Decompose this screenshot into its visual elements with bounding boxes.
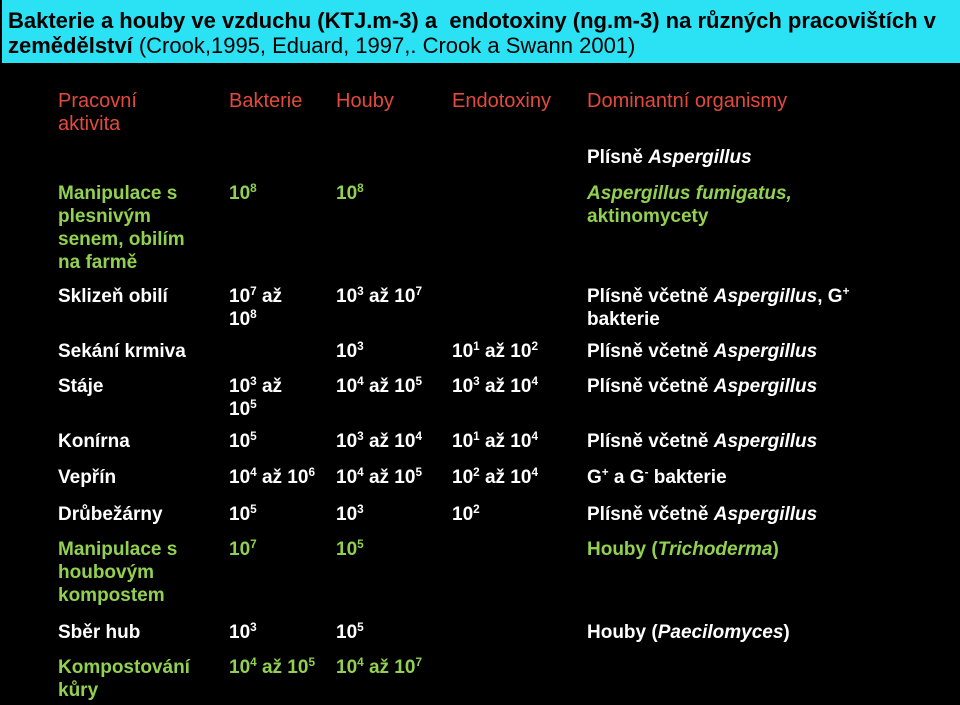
cell-fungi	[336, 538, 364, 561]
text-segment: až 10	[363, 431, 416, 452]
cell-fungi	[336, 466, 422, 489]
cell-organisms	[587, 340, 817, 363]
superscript-exponent: 7	[250, 537, 257, 551]
cell-bacteria	[229, 621, 257, 644]
text-segment: Vepřín	[58, 467, 117, 488]
text-segment: Kompostování	[58, 657, 190, 678]
text-segment: až 10	[363, 657, 416, 678]
text-segment: 10	[229, 622, 251, 643]
cell-line	[452, 375, 538, 398]
text-segment: kůry	[58, 680, 99, 701]
text-segment: až	[256, 286, 283, 307]
cell-line	[58, 251, 185, 274]
text-segment: Sklizeň obilí	[58, 286, 168, 307]
cell-line	[229, 285, 282, 308]
title-bold-word: zemědělství	[8, 33, 133, 58]
cell-organisms	[587, 430, 817, 453]
cell-line	[58, 228, 185, 251]
cell-line	[58, 584, 177, 607]
superscript-exponent: 4	[531, 374, 538, 388]
text-segment: 10	[336, 376, 358, 397]
header-fungi	[336, 90, 394, 113]
cell-line	[587, 285, 849, 308]
text-segment: Stáje	[58, 376, 104, 397]
text-segment: 10	[229, 539, 251, 560]
text-segment: 10	[452, 467, 474, 488]
text-segment: 10	[229, 376, 251, 397]
cell-line	[58, 430, 130, 453]
cell-activity	[58, 656, 190, 702]
cell-endotoxins	[452, 375, 538, 398]
cell-fungi	[336, 430, 422, 453]
text-segment: Plísně včetně	[587, 341, 714, 362]
text-segment: na farmě	[58, 252, 138, 273]
superscript-exponent: 6	[308, 465, 315, 479]
text-segment: 10	[336, 286, 358, 307]
cell-line	[587, 466, 727, 489]
text-segment: 10	[229, 399, 251, 420]
cell-line	[229, 308, 282, 331]
cell-line	[587, 503, 817, 526]
text-segment: Konírna	[58, 431, 130, 452]
text-segment: až 10	[479, 467, 532, 488]
cell-bacteria	[229, 538, 257, 561]
cell-organisms	[587, 182, 792, 228]
text-segment: až 10	[479, 376, 532, 397]
cell-line	[58, 561, 177, 584]
header-line: aktivita	[58, 113, 121, 135]
text-segment: Sekání krmiva	[58, 341, 186, 362]
text-segment: )	[772, 539, 779, 560]
text-segment: Plísně včetně	[587, 286, 714, 307]
cell-bacteria	[229, 656, 315, 679]
cell-line	[587, 375, 817, 398]
cell-line	[58, 182, 185, 205]
text-segment: až	[256, 376, 283, 397]
superscript-exponent: +	[601, 465, 609, 479]
cell-line	[452, 466, 538, 489]
superscript-exponent: 3	[473, 374, 480, 388]
italic-taxon-name: Paecilomyces	[657, 622, 784, 643]
cell-fungi	[336, 340, 364, 363]
cell-activity	[58, 503, 163, 526]
cell-activity	[58, 466, 116, 489]
cell-organisms	[587, 146, 752, 169]
cell-line	[229, 375, 282, 398]
title-citation: (Crook,1995, Eduard, 1997,. Crook a Swann 2001)	[132, 33, 636, 58]
cell-activity	[58, 430, 130, 453]
cell-line	[336, 538, 364, 561]
text-segment: až 10	[256, 467, 309, 488]
text-segment: senem, obilím	[58, 229, 185, 250]
cell-line	[58, 375, 103, 398]
cell-organisms	[587, 466, 727, 489]
superscript-exponent: 4	[357, 655, 364, 669]
text-segment: až 10	[256, 657, 309, 678]
cell-endotoxins	[452, 430, 538, 453]
cell-line	[587, 538, 779, 561]
text-segment: Plísně	[587, 147, 649, 168]
text-segment: 10	[336, 622, 358, 643]
cell-fungi	[336, 182, 364, 205]
superscript-exponent: 3	[250, 620, 257, 634]
superscript-exponent: 4	[250, 655, 257, 669]
text-segment: 10	[452, 376, 474, 397]
superscript-exponent: 4	[415, 429, 422, 443]
italic-taxon-name: Aspergillus	[713, 341, 818, 362]
text-segment: až 10	[479, 341, 532, 362]
superscript-exponent: 4	[357, 465, 364, 479]
cell-line	[58, 205, 185, 228]
superscript-exponent: 3	[357, 429, 364, 443]
text-segment: až 10	[363, 467, 416, 488]
cell-organisms	[587, 503, 817, 526]
text-segment: až 10	[479, 431, 532, 452]
text-segment: 10	[452, 504, 474, 525]
cell-endotoxins	[452, 340, 538, 363]
text-segment: 10	[229, 657, 251, 678]
text-segment: Plísně včetně	[587, 376, 714, 397]
superscript-exponent: 3	[357, 502, 364, 516]
cell-line	[58, 538, 177, 561]
text-segment: 10	[452, 431, 474, 452]
cell-line	[587, 182, 792, 205]
text-segment: Houby (	[587, 622, 658, 643]
superscript-exponent: 1	[473, 429, 480, 443]
header-organisms	[587, 90, 787, 113]
cell-activity	[58, 538, 177, 607]
header-line: Dominantní organismy	[587, 90, 788, 112]
cell-line	[58, 503, 163, 526]
cell-bacteria	[229, 466, 315, 489]
cell-organisms	[587, 285, 849, 331]
superscript-exponent: 7	[415, 655, 422, 669]
superscript-exponent: 5	[308, 655, 315, 669]
cell-activity	[58, 375, 103, 398]
superscript-exponent: 5	[250, 429, 257, 443]
cell-bacteria	[229, 503, 257, 526]
superscript-exponent: 1	[473, 339, 480, 353]
cell-line	[587, 430, 817, 453]
cell-organisms	[587, 375, 817, 398]
header-line: Pracovní	[58, 90, 137, 112]
cell-line	[336, 503, 364, 526]
superscript-exponent: 2	[473, 465, 480, 479]
text-segment: 10	[229, 183, 251, 204]
text-segment: Drůbežárny	[58, 504, 163, 525]
cell-line	[58, 285, 168, 308]
superscript-exponent: 8	[250, 307, 257, 321]
superscript-exponent: 5	[415, 374, 422, 388]
cell-line	[229, 466, 315, 489]
cell-activity	[58, 285, 168, 308]
superscript-exponent: 3	[250, 374, 257, 388]
italic-taxon-name: Aspergillus	[713, 504, 818, 525]
text-segment: 10	[336, 504, 358, 525]
superscript-exponent: 2	[473, 502, 480, 516]
cell-fungi	[336, 621, 364, 644]
superscript-exponent: 4	[531, 429, 538, 443]
cell-bacteria	[229, 285, 282, 331]
cell-activity	[58, 340, 186, 363]
text-segment: G	[587, 467, 602, 488]
text-segment: až 10	[363, 376, 416, 397]
cell-bacteria	[229, 430, 257, 453]
cell-line	[336, 375, 422, 398]
title-line-1: Bakterie a houby ve vzduchu (KTJ.m-3) a endotoxiny (ng.m-3) na různých pracovištích v	[8, 8, 936, 33]
superscript-exponent: -	[644, 465, 649, 479]
cell-line	[336, 182, 364, 205]
text-segment: až 10	[363, 286, 416, 307]
text-segment: bakterie	[587, 309, 660, 330]
text-segment: Plísně včetně	[587, 504, 714, 525]
text-segment: 10	[452, 341, 474, 362]
text-segment: 10	[229, 431, 251, 452]
text-segment: Houby (	[587, 539, 658, 560]
superscript-exponent: 5	[357, 537, 364, 551]
cell-bacteria	[229, 182, 257, 205]
superscript-exponent: 3	[357, 339, 364, 353]
cell-line	[587, 621, 790, 644]
text-segment: 10	[336, 657, 358, 678]
text-segment: Sběr hub	[58, 622, 141, 643]
text-segment: 10	[336, 467, 358, 488]
cell-line	[336, 285, 422, 308]
text-segment: bakterie	[648, 467, 727, 488]
text-segment: 10	[229, 309, 251, 330]
cell-line	[58, 466, 116, 489]
text-segment: houbovým	[58, 562, 155, 583]
superscript-exponent: +	[842, 284, 850, 298]
superscript-exponent: 4	[250, 465, 257, 479]
text-segment: Manipulace s	[58, 183, 178, 204]
cell-line	[229, 656, 315, 679]
italic-taxon-name: Aspergillus	[648, 147, 752, 168]
header-bacteria	[229, 90, 302, 113]
superscript-exponent: 7	[415, 284, 422, 298]
superscript-exponent: 5	[250, 502, 257, 516]
cell-line	[336, 621, 364, 644]
header-endotoxins	[452, 90, 551, 113]
cell-line	[229, 503, 257, 526]
cell-line	[452, 340, 538, 363]
text-segment: , G	[817, 286, 843, 307]
cell-fungi	[336, 285, 422, 308]
text-segment: )	[783, 622, 790, 643]
cell-line	[587, 205, 792, 228]
cell-line	[587, 340, 817, 363]
cell-line	[58, 340, 186, 363]
cell-line	[229, 182, 257, 205]
text-segment: plesnivým	[58, 206, 151, 227]
cell-fungi	[336, 656, 422, 679]
text-segment: 10	[229, 286, 251, 307]
cell-line	[587, 146, 752, 169]
cell-organisms	[587, 621, 790, 644]
text-segment: 10	[336, 431, 358, 452]
text-segment: Plísně včetně	[587, 431, 714, 452]
italic-taxon-name: Aspergillus	[713, 286, 818, 307]
superscript-exponent: 8	[357, 181, 364, 195]
italic-taxon-name: Aspergillus fumigatus,	[587, 183, 792, 204]
cell-endotoxins	[452, 503, 480, 526]
italic-taxon-name: Aspergillus	[713, 431, 818, 452]
superscript-exponent: 8	[250, 181, 257, 195]
text-segment: 10	[336, 183, 358, 204]
text-segment: Manipulace s	[58, 539, 178, 560]
cell-line	[58, 621, 140, 644]
superscript-exponent: 4	[357, 374, 364, 388]
cell-line	[229, 398, 282, 421]
header-line: Endotoxiny	[452, 90, 551, 112]
text-segment: 10	[229, 504, 251, 525]
cell-line	[452, 503, 480, 526]
cell-line	[229, 430, 257, 453]
cell-line	[58, 656, 190, 679]
cell-line	[229, 538, 257, 561]
cell-line	[336, 430, 422, 453]
superscript-exponent: 2	[531, 339, 538, 353]
cell-organisms	[587, 538, 779, 561]
cell-line	[336, 656, 422, 679]
superscript-exponent: 3	[357, 284, 364, 298]
italic-taxon-name: Aspergillus	[713, 376, 818, 397]
header-line: Houby	[336, 90, 394, 112]
header-activity	[58, 90, 137, 136]
superscript-exponent: 5	[357, 620, 364, 634]
text-segment: aktinomycety	[587, 206, 709, 227]
cell-fungi	[336, 503, 364, 526]
header-line: Bakterie	[229, 90, 303, 112]
cell-line	[587, 308, 849, 331]
cell-line	[336, 340, 364, 363]
text-segment: 10	[336, 341, 358, 362]
superscript-exponent: 5	[415, 465, 422, 479]
text-segment: 10	[229, 467, 251, 488]
cell-bacteria	[229, 375, 282, 421]
cell-line	[229, 621, 257, 644]
cell-activity	[58, 182, 185, 274]
cell-endotoxins	[452, 466, 538, 489]
text-segment: kompostem	[58, 585, 165, 606]
cell-line	[336, 466, 422, 489]
cell-fungi	[336, 375, 422, 398]
superscript-exponent: 4	[531, 465, 538, 479]
superscript-exponent: 7	[250, 284, 257, 298]
cell-activity	[58, 621, 140, 644]
text-segment: a G	[608, 467, 645, 488]
cell-line	[58, 679, 190, 702]
italic-taxon-name: Trichoderma	[657, 539, 773, 560]
superscript-exponent: 5	[250, 397, 257, 411]
cell-line	[452, 430, 538, 453]
text-segment: 10	[336, 539, 358, 560]
